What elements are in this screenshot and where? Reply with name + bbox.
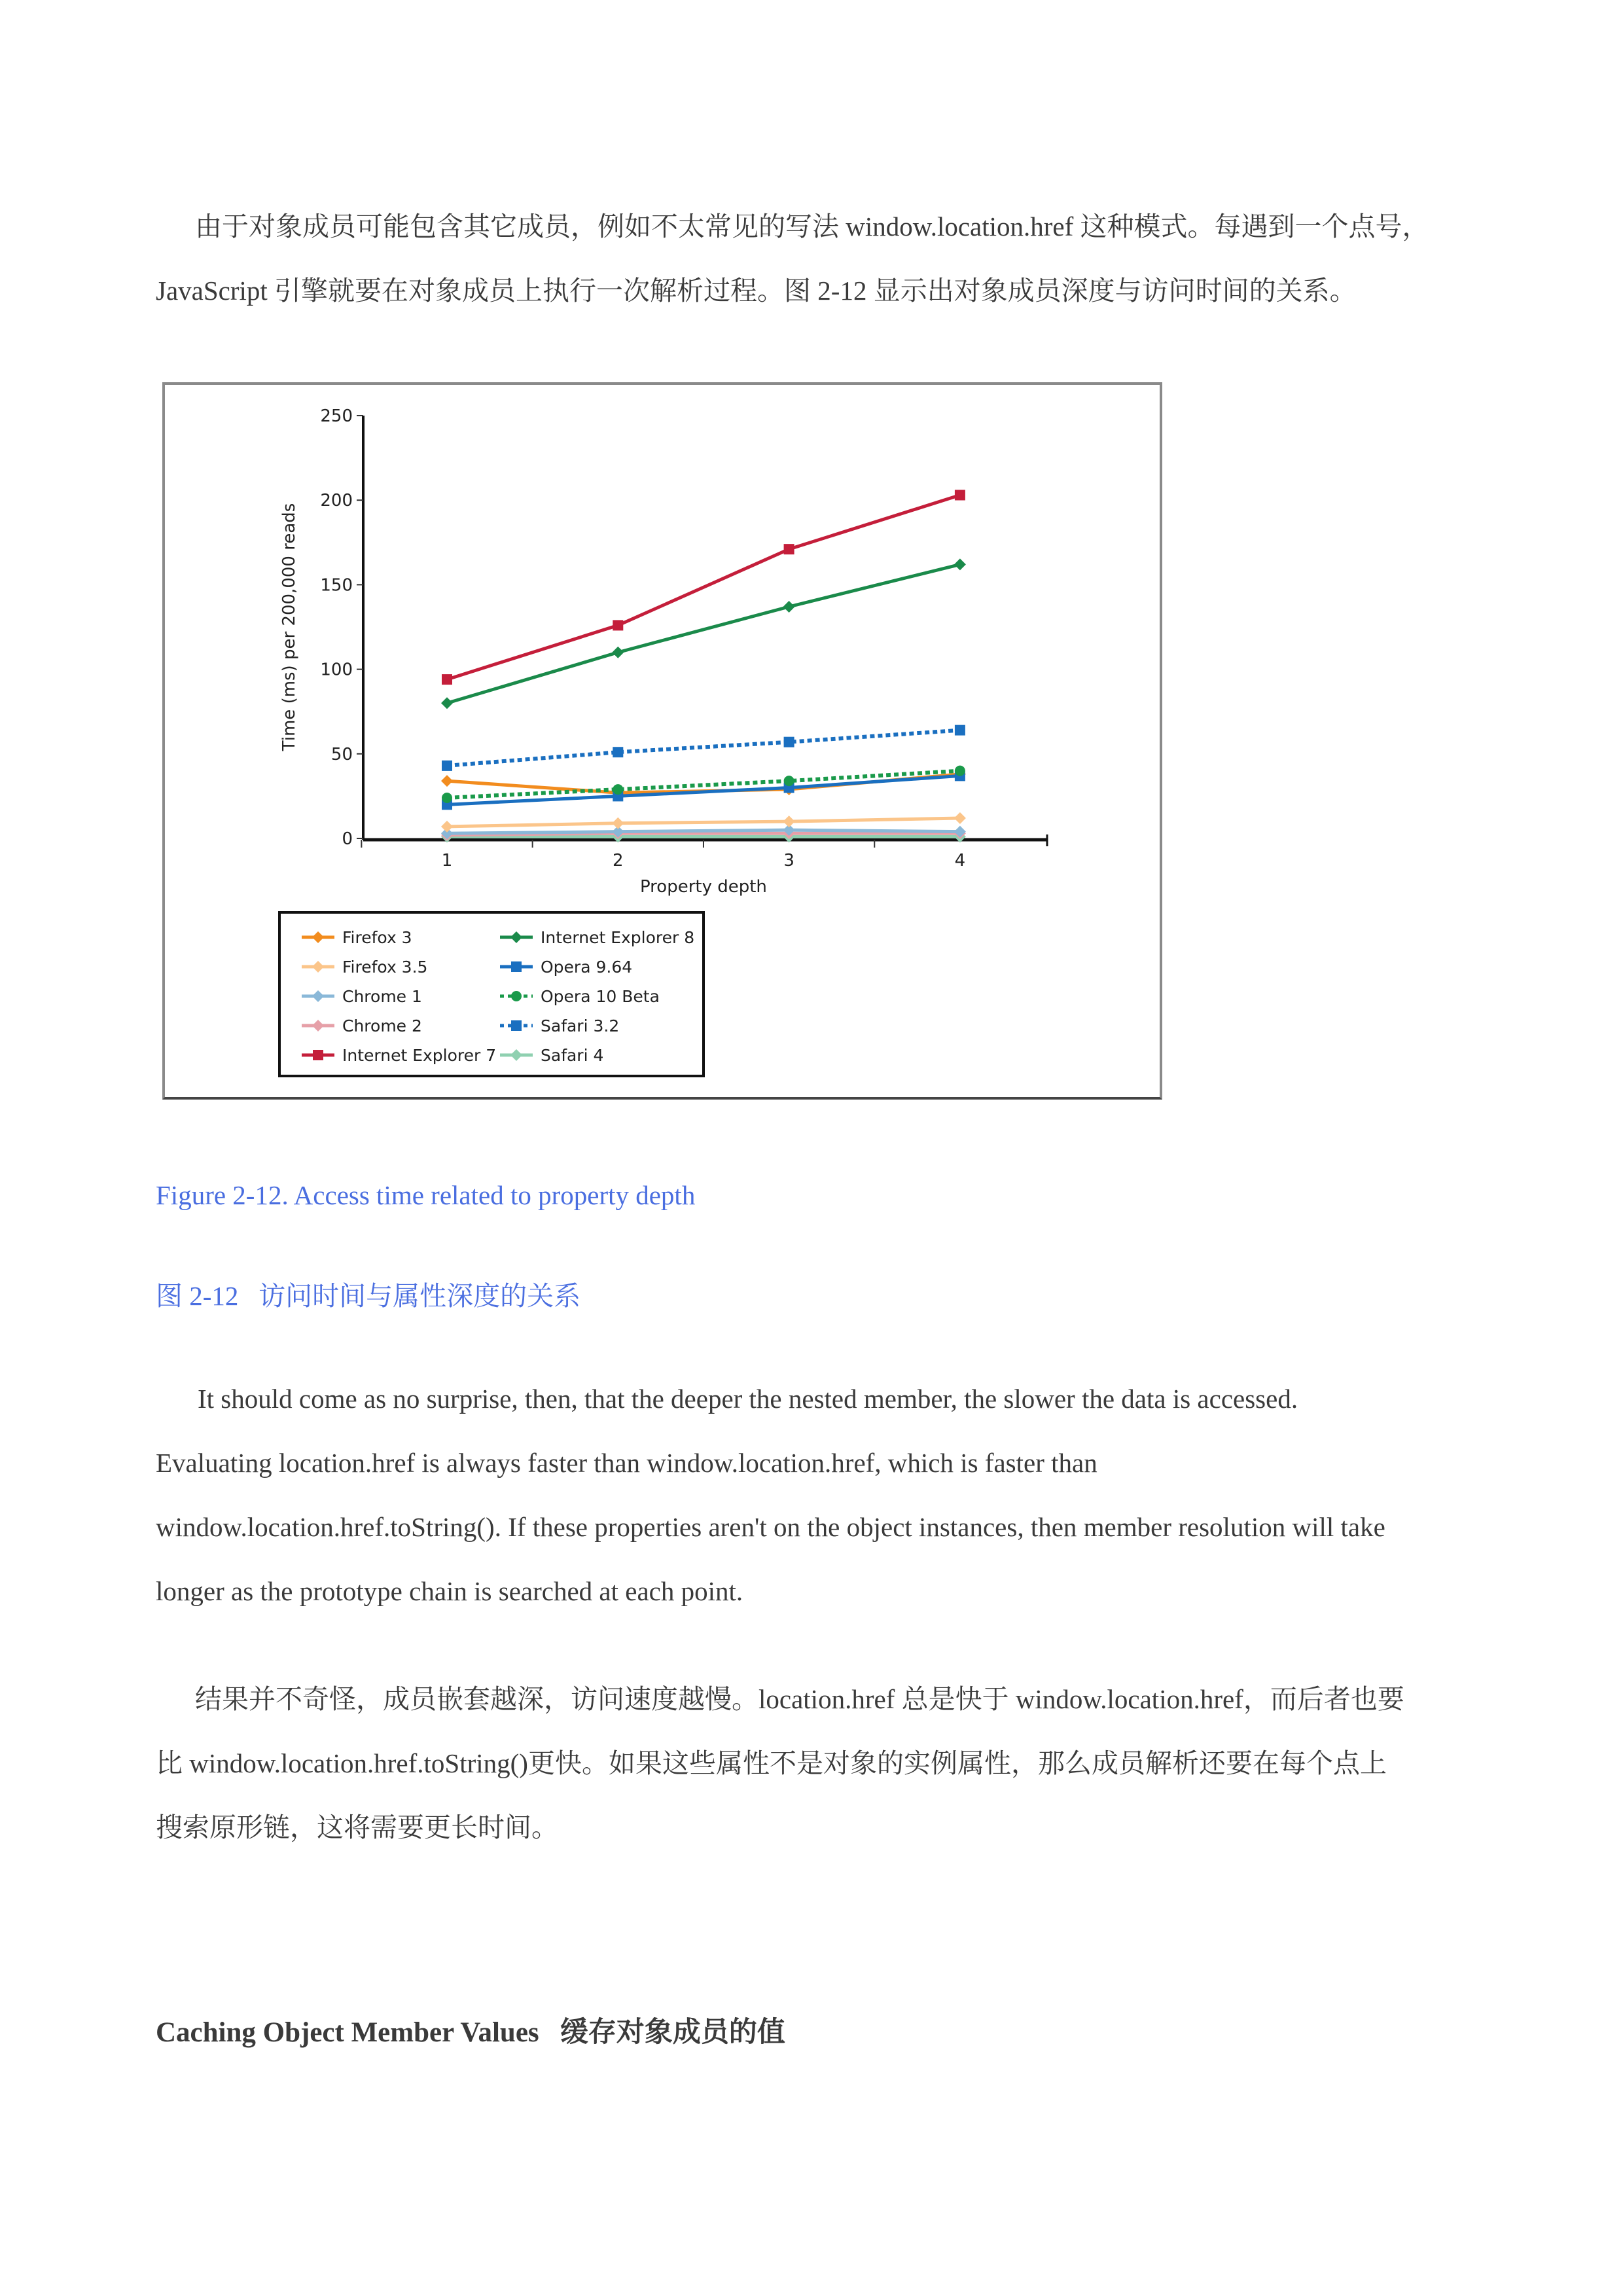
data-point [955,766,965,776]
body-zh-line: 比 window.location.href.toString()更快。如果这些属性不是对象的实例属性，那么成员解析还要在每个点上 [156,1748,1387,1778]
series-safari-3-2 [442,725,965,771]
legend-label: Safari 4 [541,1046,604,1065]
data-point [441,821,453,833]
body-zh-line: 结果并不奇怪，成员嵌套越深，访问速度越慢。location.href 总是快于 window.location.href，而后者也要 [195,1684,1404,1714]
data-point [784,737,794,747]
legend-label: Firefox 3 [342,928,412,947]
data-point [612,817,624,829]
data-point [955,490,965,500]
data-point [954,812,966,824]
body-en-line: longer as the prototype chain is searched at each point. [156,1576,743,1606]
body-en-line: window.location.href.toString(). If these properties aren't on the object instances, then member resolution will take [156,1512,1385,1542]
y-tick-label: 50 [330,744,353,764]
x-axis-label: Property depth [639,877,767,897]
data-point [784,776,794,786]
legend-label: Firefox 3.5 [342,958,428,977]
data-point [511,991,522,1001]
series-opera-10-beta [442,766,965,803]
series-internet-explorer-8 [441,558,966,709]
data-point [511,1020,522,1031]
series-line [447,730,960,766]
figure-caption-en: Figure 2-12. Access time related to property depth [156,1180,696,1210]
body-en-line: Evaluating location.href is always faster than window.location.href, which is faster than [156,1448,1097,1478]
legend-label: Safari 3.2 [541,1016,620,1035]
figure-caption-zh: 图 2-12 访问时间与属性深度的关系 [156,1281,581,1311]
data-point [954,558,966,570]
legend-label: Chrome 2 [342,1016,422,1035]
x-tick-label: 3 [783,851,794,870]
series-layer [441,490,966,842]
data-point [511,961,522,972]
intro-paragraph-line: 由于对象成员可能包含其它成员，例如不太常见的写法 window.location.href 这种模式。每遇到一个点号， [195,211,1429,242]
data-point [783,816,795,827]
line-chart [165,385,1160,1097]
data-point [441,697,453,709]
y-tick-label: 250 [320,406,353,426]
body-en-line: It should come as no surprise, then, that the deeper the nested member, the slower the data is accessed. [198,1384,1298,1414]
data-point [784,544,794,554]
y-axis-label: Time (ms) per 200,000 reads [279,503,299,751]
y-tick-label: 100 [320,660,353,680]
y-tick-label: 0 [342,829,353,849]
legend [279,912,704,1076]
legend-label: Internet Explorer 8 [541,928,695,947]
data-point [441,775,453,787]
y-tick-label: 150 [320,575,353,596]
data-point [955,725,965,736]
legend-label: Opera 10 Beta [541,987,660,1006]
legend-label: Internet Explorer 7 [342,1046,497,1065]
y-tick-label: 200 [320,491,353,511]
data-point [442,761,452,771]
data-point [783,601,795,613]
legend-label: Chrome 1 [342,987,422,1006]
series-line [447,774,960,793]
legend-label: Opera 9.64 [541,958,633,977]
data-point [313,1050,323,1060]
figure-chart [162,382,1162,1100]
series-line [447,495,960,679]
data-point [442,674,452,685]
data-point [613,620,623,630]
data-point [613,747,623,757]
data-point [442,793,452,803]
section-heading: Caching Object Member Values 缓存对象成员的值 [156,2017,785,2048]
series-internet-explorer-7 [442,490,965,685]
data-point [613,784,623,795]
intro-paragraph-line: JavaScript 引擎就要在对象成员上执行一次解析过程。图 2-12 显示出对象成员深度与访问时间的关系。 [156,276,1357,306]
series-line [447,564,960,703]
data-point [612,647,624,658]
x-tick-label: 2 [613,851,624,870]
body-zh-line: 搜索原形链，这将需要更长时间。 [156,1812,558,1842]
x-tick-label: 1 [441,851,453,870]
series-line [447,818,960,827]
x-tick-label: 4 [954,851,966,870]
series-line [447,771,960,798]
